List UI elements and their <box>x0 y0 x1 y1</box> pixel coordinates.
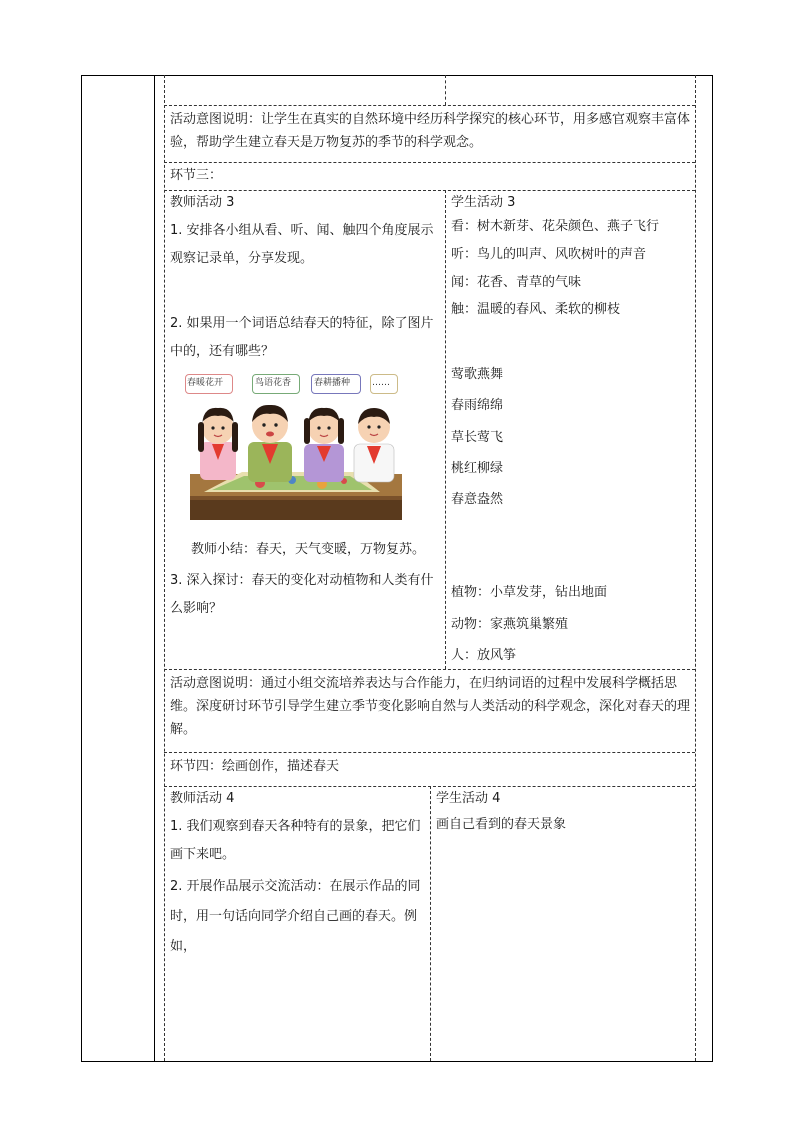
row-line <box>164 752 695 753</box>
speech-bubble-text: 春暖花开 <box>187 378 224 388</box>
row-line <box>164 105 695 106</box>
cell-divider <box>430 786 431 1061</box>
student-sense-hear: 听：鸟儿的叫声、风吹树叶的声音 <box>451 247 647 262</box>
speech-bubble-text: 鸟语花香 <box>255 378 292 388</box>
effect-people: 人：放风筝 <box>451 648 517 663</box>
student-activity-4-header: 学生活动 4 <box>436 791 501 806</box>
student-sense-see: 看：树木新芽、花朵颜色、燕子飞行 <box>451 219 660 234</box>
teacher-activity-3-item-1: 1. 安排各小组从看、听、闻、触四个角度展示观察记录单，分享发现。 <box>170 223 434 266</box>
outer-frame-bottom <box>81 1061 713 1062</box>
speech-bubble-text: …… <box>372 378 390 388</box>
cell-divider <box>445 190 446 669</box>
student-activity-3-header: 学生活动 3 <box>451 195 516 210</box>
spring-word: 桃红柳绿 <box>451 461 504 476</box>
effect-animals: 动物：家燕筑巢繁殖 <box>451 617 569 632</box>
student-sense-smell: 闻：花香、青草的气味 <box>451 275 582 290</box>
outer-column-divider <box>154 75 155 1062</box>
row-line <box>164 190 695 191</box>
outer-frame-top <box>81 75 713 76</box>
spring-word: 春意盎然 <box>451 492 504 507</box>
cell-divider <box>445 75 446 105</box>
teacher-activity-3-item-2: 2. 如果用一个词语总结春天的特征，除了图片中的，还有哪些？ <box>170 316 434 359</box>
speech-bubble-text: 春耕播种 <box>314 378 351 388</box>
teacher-activity-3-item-3: 3. 深入探讨：春天的变化对动植物和人类有什么影响？ <box>170 573 434 616</box>
teacher-activity-4-item-1: 1. 我们观察到春天各种特有的景象，把它们画下来吧。 <box>170 819 421 862</box>
effect-plants: 植物：小草发芽，钻出地面 <box>451 585 608 600</box>
spring-word: 草长莺飞 <box>451 430 504 445</box>
teacher-summary: 教师小结：春天，天气变暖，万物复苏。 <box>191 542 426 557</box>
row-line <box>164 669 695 670</box>
spring-word: 春雨绵绵 <box>451 398 504 413</box>
student-activity-4-item: 画自己看到的春天景象 <box>436 817 567 832</box>
section-3-title: 环节三： <box>170 168 223 183</box>
teacher-activity-4-header: 教师活动 4 <box>170 791 235 806</box>
outer-frame-left <box>81 75 82 1062</box>
spring-word: 莺歌燕舞 <box>451 367 504 382</box>
activity-purpose-3: 活动意图说明：通过小组交流培养表达与合作能力，在归纳词语的过程中发展科学概括思维。深度研讨环节引导学生建立季节变化影响自然与人类活动的科学观念，深化对春天的理解。 <box>170 676 691 737</box>
outer-frame-right <box>712 75 713 1062</box>
inner-frame-left <box>164 75 165 1061</box>
teacher-activity-4-item-2: 2. 开展作品展示交流活动：在展示作品的同时，用一句话向同学介绍自己画的春天。例如， <box>170 879 421 954</box>
activity-purpose-1: 活动意图说明：让学生在真实的自然环境中经历科学探究的核心环节，用多感官观察丰富体验，帮助学生建立春天是万物复苏的季节的科学观念。 <box>170 112 691 150</box>
inner-frame-right <box>695 75 696 1061</box>
teacher-activity-3-header: 教师活动 3 <box>170 195 235 210</box>
row-line <box>164 162 695 163</box>
section-4-title: 环节四：绘画创作，描述春天 <box>170 759 340 774</box>
student-sense-touch: 触：温暖的春风、柔软的柳枝 <box>451 302 621 317</box>
